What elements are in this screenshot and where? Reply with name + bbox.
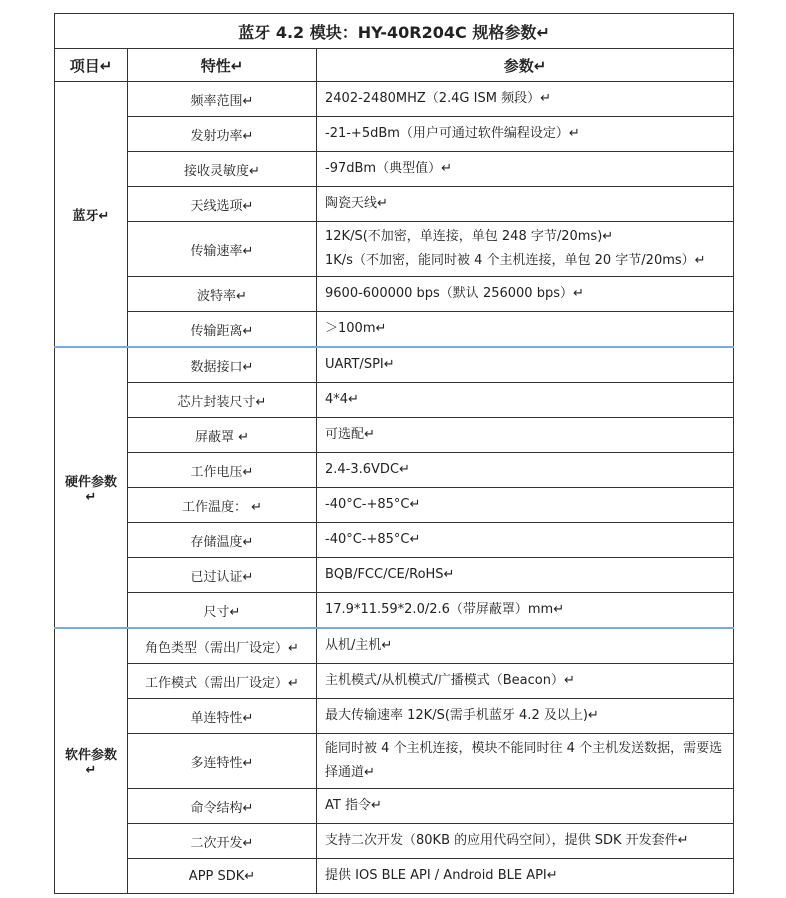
table-row	[55, 859, 734, 894]
header-value: 参数↵	[317, 49, 734, 82]
spec-table	[54, 13, 734, 894]
value-cell	[317, 523, 734, 558]
value-cell	[317, 187, 734, 222]
feature-cell: APP SDK↵	[128, 859, 317, 894]
value-cell	[317, 789, 734, 824]
feature-cell: 屏蔽罩 ↵	[128, 418, 317, 453]
value-line: 陶瓷天线↵	[325, 196, 388, 211]
value-line: BQB/FCC/CE/RoHS↵	[325, 567, 455, 582]
group-label: 软件参数↵	[55, 628, 128, 894]
value-line: 2402-2480MHZ（2.4G ISM 频段）↵	[325, 91, 551, 106]
table-row	[55, 277, 734, 312]
table-row	[55, 628, 734, 664]
value-cell	[317, 152, 734, 187]
value-line: 提供 IOS BLE API / Android BLE API↵	[325, 868, 558, 883]
feature-cell: 命令结构↵	[128, 789, 317, 824]
feature-cell: 工作电压↵	[128, 453, 317, 488]
value-cell	[317, 383, 734, 418]
value-line: -40°C-+85°C↵	[325, 532, 421, 547]
table-row	[55, 558, 734, 593]
value-cell	[317, 593, 734, 629]
table-row	[55, 222, 734, 277]
value-cell	[317, 824, 734, 859]
feature-cell: 接收灵敏度↵	[128, 152, 317, 187]
feature-cell: 尺寸↵	[128, 593, 317, 629]
group-label: 蓝牙↵	[55, 82, 128, 348]
table-title: 蓝牙 4.2 模块：HY-40R204C 规格参数↵	[55, 14, 734, 49]
value-cell	[317, 664, 734, 699]
feature-cell: 数据接口↵	[128, 347, 317, 383]
value-cell	[317, 222, 734, 277]
value-cell	[317, 734, 734, 789]
value-cell	[317, 558, 734, 593]
value-line: 能同时被 4 个主机连接，模块不能同时往 4 个主机发送数据，需要选择通道↵	[325, 741, 723, 780]
feature-cell: 多连特性↵	[128, 734, 317, 789]
group-label: 硬件参数↵	[55, 347, 128, 628]
feature-cell: 二次开发↵	[128, 824, 317, 859]
value-line: -97dBm（典型值）↵	[325, 161, 452, 176]
feature-cell: 角色类型（需出厂设定）↵	[128, 628, 317, 664]
value-line: 12K/S(不加密，单连接，单包 248 字节/20ms)↵	[325, 229, 614, 244]
feature-cell: 存储温度↵	[128, 523, 317, 558]
value-line: 4*4↵	[325, 392, 359, 407]
feature-cell: 已过认证↵	[128, 558, 317, 593]
table-row	[55, 418, 734, 453]
value-cell	[317, 347, 734, 383]
value-line: 支持二次开发（80KB 的应用代码空间），提供 SDK 开发套件↵	[325, 833, 689, 848]
value-line: -40°C-+85°C↵	[325, 497, 421, 512]
value-cell	[317, 859, 734, 894]
feature-cell: 芯片封装尺寸↵	[128, 383, 317, 418]
feature-cell: 工作温度： ↵	[128, 488, 317, 523]
table-row	[55, 187, 734, 222]
feature-cell: 传输距离↵	[128, 312, 317, 348]
value-line: 可选配↵	[325, 427, 375, 442]
table-row	[55, 312, 734, 348]
table-row	[55, 383, 734, 418]
feature-cell: 天线选项↵	[128, 187, 317, 222]
spec-table-body	[55, 14, 734, 894]
value-cell	[317, 453, 734, 488]
value-cell	[317, 488, 734, 523]
table-row	[55, 488, 734, 523]
feature-cell: 单连特性↵	[128, 699, 317, 734]
table-row	[55, 347, 734, 383]
table-row	[55, 453, 734, 488]
value-line: UART/SPI↵	[325, 357, 395, 372]
table-row	[55, 82, 734, 117]
value-line: 1K/s（不加密，能同时被 4 个主机连接，单包 20 字节/20ms）↵	[325, 253, 706, 268]
value-cell	[317, 82, 734, 117]
value-line: -21-+5dBm（用户可通过软件编程设定）↵	[325, 126, 580, 141]
value-line: AT 指令↵	[325, 798, 382, 813]
table-row	[55, 699, 734, 734]
value-line: 17.9*11.59*2.0/2.6（带屏蔽罩）mm↵	[325, 602, 565, 617]
feature-cell: 传输速率↵	[128, 222, 317, 277]
value-line: 9600-600000 bps（默认 256000 bps）↵	[325, 286, 584, 301]
value-cell	[317, 699, 734, 734]
value-line: ＞100m↵	[325, 321, 387, 336]
table-row	[55, 789, 734, 824]
value-cell	[317, 312, 734, 348]
value-cell	[317, 277, 734, 312]
value-cell	[317, 117, 734, 152]
feature-cell: 频率范围↵	[128, 82, 317, 117]
value-cell	[317, 628, 734, 664]
value-line: 最大传输速率 12K/S(需手机蓝牙 4.2 及以上)↵	[325, 708, 599, 723]
table-row	[55, 824, 734, 859]
feature-cell: 发射功率↵	[128, 117, 317, 152]
value-cell	[317, 418, 734, 453]
header-feature: 特性↵	[128, 49, 317, 82]
table-row	[55, 117, 734, 152]
table-row	[55, 523, 734, 558]
table-row	[55, 152, 734, 187]
table-row	[55, 664, 734, 699]
table-row	[55, 734, 734, 789]
feature-cell: 波特率↵	[128, 277, 317, 312]
header-item: 项目↵	[55, 49, 128, 82]
value-line: 主机模式/从机模式/广播模式（Beacon）↵	[325, 673, 575, 688]
feature-cell: 工作模式（需出厂设定）↵	[128, 664, 317, 699]
value-line: 从机/主机↵	[325, 638, 393, 653]
table-row	[55, 593, 734, 629]
value-line: 2.4-3.6VDC↵	[325, 462, 410, 477]
